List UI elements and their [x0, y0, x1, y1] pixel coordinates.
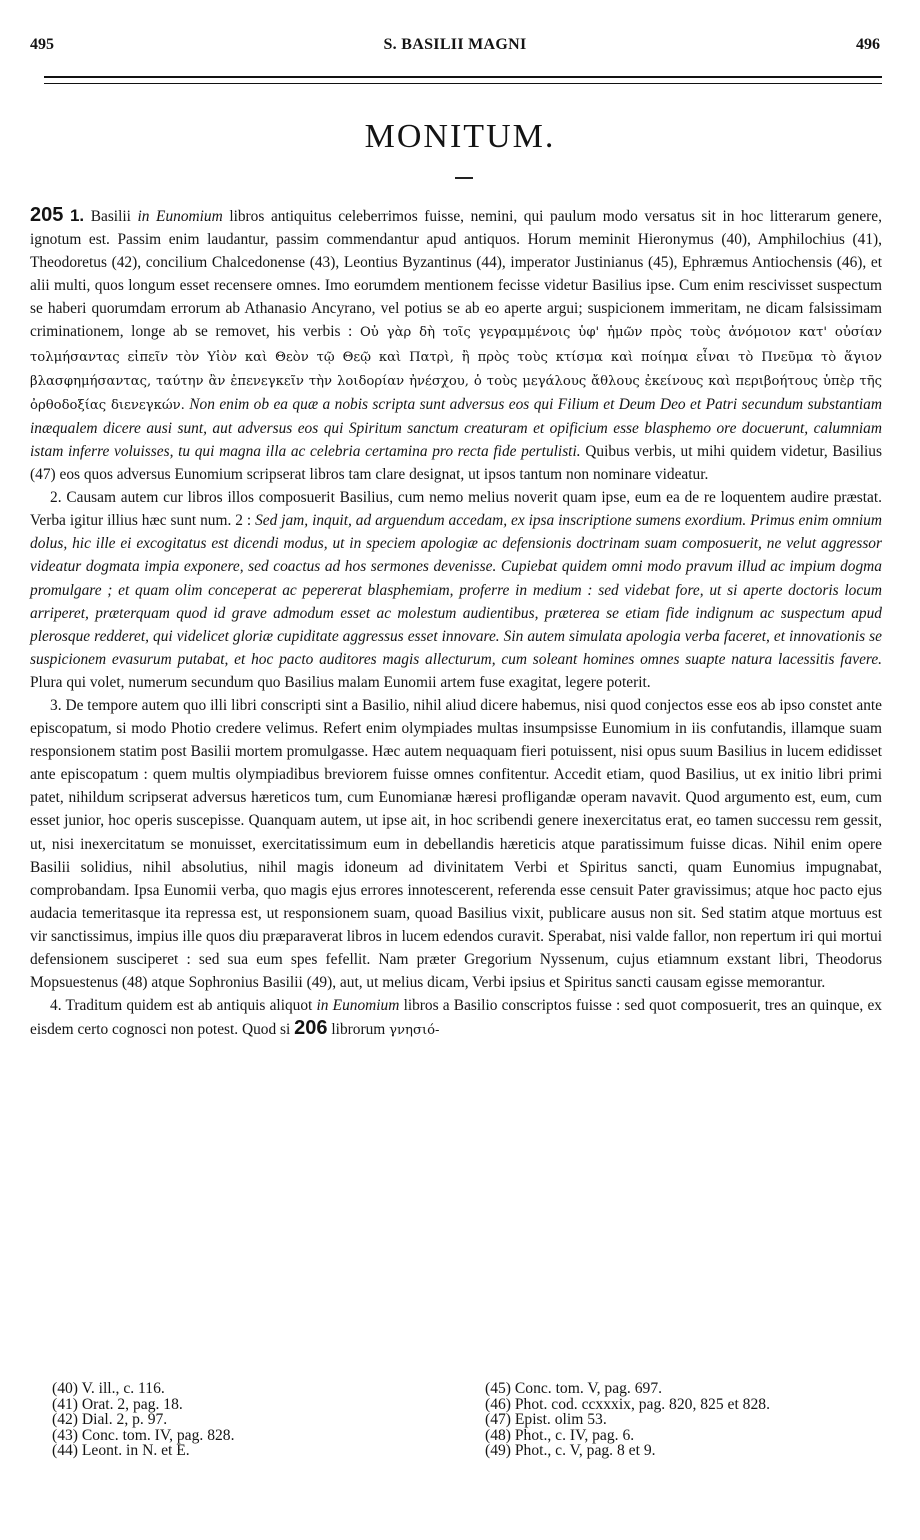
footnote: (46) Phot. cod. ccxxxix, pag. 820, 825 et 828. [485, 1395, 770, 1413]
paragraph-number: 2. [50, 489, 62, 507]
page-number-left: 495 [30, 36, 54, 53]
paragraph-number: 3. [50, 696, 62, 714]
footnote: (41) Orat. 2, pag. 18. [52, 1395, 183, 1413]
paragraph-number: 1. [69, 206, 85, 225]
paragraph-text: Plura qui volet, numerum secundum quo Basilius malam Eunomii artem fuse exagitat, legere poterit. [30, 673, 651, 691]
page-marker: 205 [30, 204, 64, 226]
page-marker: 206 [294, 1017, 328, 1040]
page-number-right: 496 [856, 36, 880, 53]
paragraph-text: Causam autem cur libros illos composuerit Basilius, cum nemo melius noverit quam ipse, eum ea de re loquentem audire præstat. Verba igitur illius hæc sunt num. 2 : [30, 489, 882, 530]
footnote: (42) Dial. 2, p. 97. [52, 1411, 168, 1429]
paragraph-text: libros a Basilio conscriptos fuisse : sed quot composuerit, tres an quinque, ex eisdem certo cognosci non potest. Quod si [30, 997, 882, 1039]
footnote: (40) V. ill., c. 116. [52, 1380, 165, 1397]
paragraph-1 [30, 204, 882, 486]
italic-quotation: Sed jam, inquit, ad arguendum accedam, ex ipsa inscriptione sumens exordium. Primus enim omnium dolus, hic ille ei excogitatus est dicendi modus, ut in speciem apologiæ ac defensionis doctrinam suam composuerit, ne velut aggressor videatur dogmata impia exponere, sed coactus ad hos sermones devenisse. Cupiebat quidem omni modo pravum illud ac impium dogma promulgare ; et quam olim conceperat ac pepererat blasphemiam, proferre in medium : sed videbat fore, ut si aperte doctoris locum arriperet, præterquam quod id grave admodum esset ac molestum audientibus, præterea se etiam fide indignum ac suspectum apud plerosque redderet, qui videlicet gloriæ cupiditate aggressus esset innovare. Sin autem simulata apologia verba faceret, et innovationis se suspicionem evasurum putabat, et hoc pacto auditores magis allecturum, cum soleant homines omnes suapte natura lacessitis favere. [30, 512, 882, 668]
paragraph-number: 4. [50, 997, 62, 1015]
paragraph-3 [30, 694, 882, 994]
paragraph-text: librorum [331, 1021, 386, 1039]
greek-word: γνησιό- [389, 1023, 440, 1039]
latin-translation: Non enim ob ea quæ a nobis scripta sunt adversus eos qui Filium et Deum Deo et Patri secundum substantiam inæqualem dicere ausi sunt, aut adversus eos qui Spiritum sanctum creaturam et opificium esse blasphemo ore docuerunt, calumniam istam inferre voluisses, tu qui magna illa ac celebria certamina pro recta fide pertulisti. [30, 395, 882, 460]
paragraph-text: libros antiquitus celeberrimos fuisse, nemini, qui paulum modo versatus sit in hoc litterarum genere, ignotum est. Passim enim laudantur, passim commendantur apud antiquos. Horum meminit Hieronymus (40), Amphilochius (41), Theodoretus (42), concilium Chalcedonense (43), Leontius Byzantinus (44), imperator Justinianus (45), Ephræmus Antiochensis (46), et alii multi, quos longum esset recensere omnes. Imo eorumdem mentionem fecisse videtur Basilius ipse. Cum enim rescivisset suspectum se haberi quorumdam errorum ab Athanasio Ancyrano, vel potius se ab eo aperte argui; suspicionem immeritam, ne dicam falsissimam criminationem, longe ab se removet, his verbis : [30, 208, 882, 341]
section-heading: MONITUM. [364, 118, 556, 155]
footnote: (47) Epist. olim 53. [485, 1411, 607, 1429]
greek-quotation: Οὐ γὰρ δὴ τοῖς γεγραμμένοις ὑφ' ἡμῶν πρὸς τοὺς ἀνόμοιον κατ' οὐσίαν τολμήσαντας εἰπεῖν τὸν Υἱὸν καὶ Θεὸν τῷ Θεῷ καὶ Πατρὶ, ἢ πρὸς τοὺς κτίσμα καὶ ποίημα εἶναι τὸ Πνεῦμα τὸ ἅγιον βλασφημήσαντας, ταύτην ἂν ἐπενεγκεῖν τὴν λοιδορίαν ἠνέσχου, ὁ τοὺς μεγάλους ἄθλους ἐκείνους καὶ περιβοήτους ὑπὲρ τῆς ὀρθοδοξίας διενεγκών. [30, 325, 882, 413]
footnotes-left-column [52, 1381, 235, 1459]
footnote: (48) Phot., c. IV, pag. 6. [485, 1426, 635, 1444]
heading-dash [455, 177, 473, 179]
italic-title: in Eunomium [137, 208, 223, 225]
header-rule-thick [44, 76, 882, 78]
footnote: (45) Conc. tom. V, pag. 697. [485, 1380, 663, 1397]
footnote: (43) Conc. tom. IV, pag. 828. [52, 1426, 235, 1444]
paragraph-text: De tempore autem quo illi libri conscripti sint a Basilio, nihil aliud dicere habemus, nisi quod conjectos esse eos ab ipso constet ante episcopatum, si modo Photio credere velimus. Refert enim olympiades multas insumpsisse Eunomium in iis confutandis, illamque suam responsionem statim post Basilii mortem promulgasse. Hæc autem nequaquam fieri potuissent, nisi opus suum Basilius in lucem edidisset ante episcopatum : quem multis olympiadibus breviorem fuisse omnes confitentur. Accedit etiam, quod Basilius, ut ex initio libri primi patet, nihildum scripserat adversus hæreticos tum, cum Eunomianæ hæresi profligandæ operam navavit. Quod argumento est, eum, cum esset junior, hoc operis suscepisse. Quanquam autem, ut ipse ait, in hoc scribendi genere inexercitatus erat, eo tamen successu rem gessit, ut, nisi inexercitatum se monuisset, exercitatissimum eum in debellandis hæreticis atque paratissimum fuisse dicas. Nihil enim opere Basilii solidius, nihil absolutius, nihil magis idoneum ad divinitatem Verbi et Spiritus sancti, quam Eunomius impugnabat, comprobandam. Ipsa Eunomii verba, quo magis ejus errores innotescerent, referenda esse censuit Pater gravissimus; atque hoc pacto ejus audacia temeritasque ita repressa est, ut responsionem suam, quoad Basilius vixit, publicare ausus non sit. Sed statim atque mortuus est vir sanctissimus, impius ille quos diu præparaverat libros in lucem edendos curavit. Sperabat, nisi valde fallor, non repertum iri qui mortui defensionem susciperet : sed sua eum spes fefellit. Nam præter Gregorium Nyssenum, cujus etiamnum exstant libri, Theodorus Mopsuestenus (48) atque Sophronius Basilii (49), aut, ut melius dicam, Verbi ipsius et Spiritus sancti causam egisse memorantur. [30, 696, 882, 992]
paragraph-text: Quibus verbis, ut mihi quidem videtur, Basilius (47) eos quos adversus Eunomium scripserat libros tam clare designat, ut ipsos tantum non nominare videatur. [30, 442, 882, 484]
header-rule-thin [44, 83, 882, 84]
main-text [30, 204, 882, 1042]
footnote: (44) Leont. in N. et E. [52, 1442, 190, 1460]
italic-title: in Eunomium [316, 997, 400, 1015]
footnotes-right-column [485, 1381, 770, 1459]
paragraph-text: Basilii [90, 208, 131, 225]
running-title: S. BASILII MAGNI [383, 36, 527, 53]
footnote: (49) Phot., c. V, pag. 8 et 9. [485, 1442, 656, 1460]
running-header [30, 36, 880, 58]
paragraph-4 [30, 994, 882, 1042]
paragraph-text: Traditum quidem est ab antiquis aliquot [65, 997, 313, 1015]
paragraph-2 [30, 486, 882, 694]
